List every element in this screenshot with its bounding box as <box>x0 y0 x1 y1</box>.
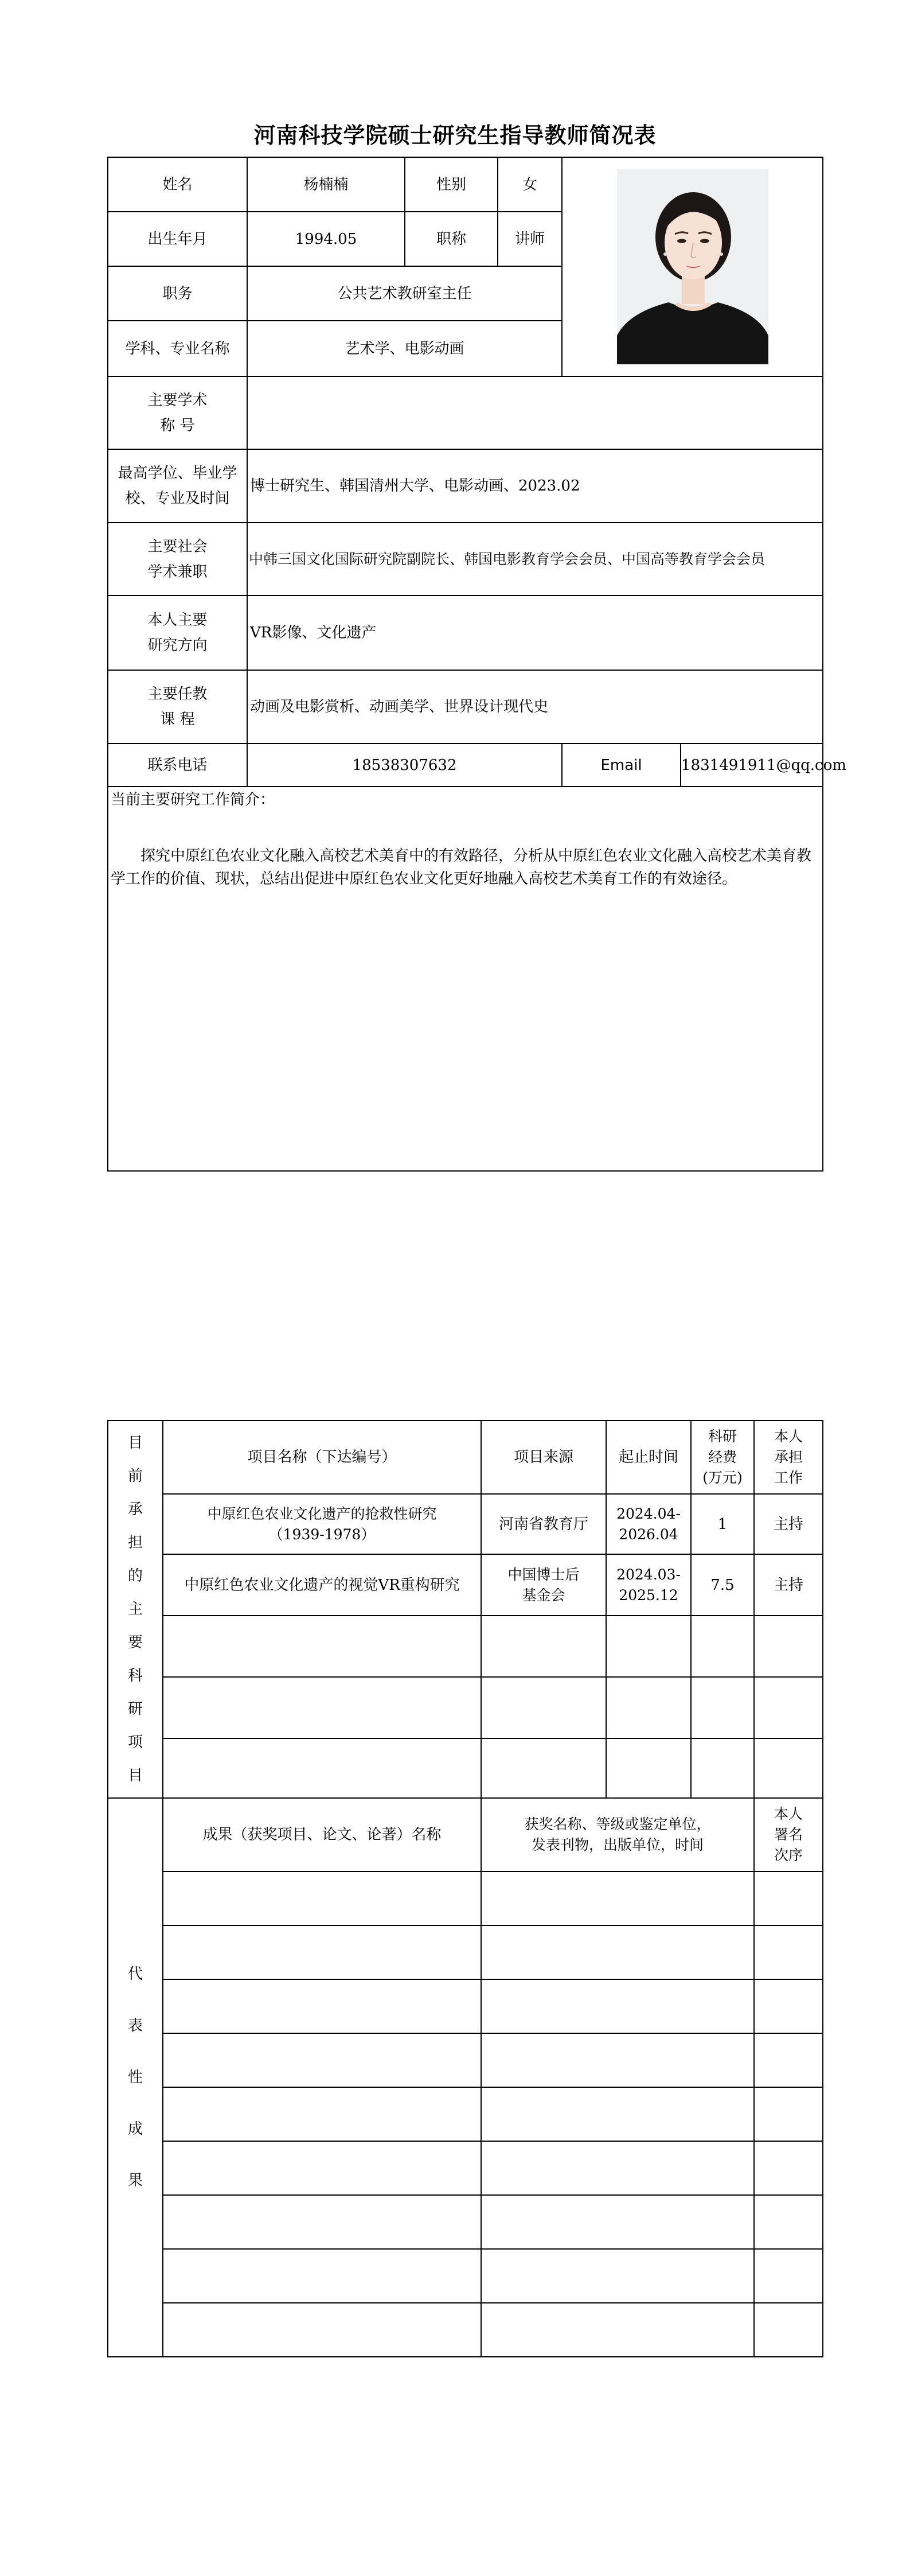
project-funds-header-line1: 科研 <box>708 1428 737 1445</box>
name-label: 姓名 <box>108 157 247 212</box>
achievement-row-empty <box>108 2033 823 2087</box>
project-name-line2: （1939-1978） <box>268 1526 376 1543</box>
achievements-side-label-char: 表 <box>127 2017 143 2034</box>
courses-label-line2: 课 程 <box>160 711 195 728</box>
degree-label-line2: 校、专业及时间 <box>125 490 230 507</box>
gender-label: 性别 <box>405 157 498 212</box>
courses-label-line1: 主要任教 <box>147 686 208 703</box>
project-row-empty <box>108 1738 823 1798</box>
achievements-side-label <box>108 1798 163 2357</box>
project-name <box>163 1494 481 1554</box>
project-time-line2: 2025.12 <box>619 1586 678 1604</box>
email-value: 1831491911@qq.com <box>681 744 823 787</box>
project-source <box>481 1554 606 1616</box>
projects-side-label-char: 承 <box>127 1501 143 1518</box>
achievements-side-label-char: 代 <box>127 1966 143 1983</box>
academic-title-label <box>108 376 247 449</box>
social-label-line1: 主要社会 <box>147 538 208 555</box>
social-label <box>108 523 247 596</box>
gender-value: 女 <box>498 157 562 212</box>
subject-label: 学科、专业名称 <box>108 321 247 376</box>
project-role: 主持 <box>754 1554 823 1616</box>
project-source-header: 项目来源 <box>481 1421 606 1494</box>
project-funds: 7.5 <box>691 1554 754 1616</box>
achievements-side-label-char: 性 <box>127 2069 143 2086</box>
projects-side-label-char: 目 <box>127 1434 143 1452</box>
project-time <box>606 1494 691 1554</box>
projects-side-label-char: 的 <box>127 1567 143 1585</box>
social-value: 中韩三国文化国际研究院副院长、韩国电影教育学会会员、中国高等教育学会会员 <box>247 523 823 596</box>
subject-value: 艺术学、电影动画 <box>247 321 562 376</box>
research-value: VR影像、文化遗产 <box>247 596 823 670</box>
project-funds: 1 <box>691 1494 754 1554</box>
profile-table <box>107 157 846 1172</box>
projects-achievements-table <box>107 1420 823 2357</box>
project-role-header <box>754 1421 823 1494</box>
research-summary-cell <box>108 787 823 1171</box>
projects-side-label-char: 科 <box>127 1667 143 1684</box>
project-row <box>108 1494 823 1554</box>
project-row <box>108 1554 823 1616</box>
project-source: 河南省教育厅 <box>481 1494 606 1554</box>
birth-value: 1994.05 <box>247 212 405 266</box>
project-time-line2: 2026.04 <box>619 1526 678 1543</box>
achievement-order-header-line2: 署名 <box>774 1826 803 1843</box>
courses-value: 动画及电影赏析、动画美学、世界设计现代史 <box>247 670 823 744</box>
projects-side-label-char: 研 <box>127 1701 143 1718</box>
project-time-header: 起止时间 <box>606 1421 691 1494</box>
project-funds-header <box>691 1421 754 1494</box>
projects-side-label-char: 项 <box>127 1734 143 1751</box>
academic-title-value <box>247 376 823 449</box>
project-role-header-line3: 工作 <box>774 1469 803 1486</box>
project-name-header: 项目名称（下达编号） <box>163 1421 481 1494</box>
project-funds-header-line2: 经费 <box>708 1449 737 1465</box>
projects-side-label-char: 担 <box>127 1534 143 1551</box>
achievement-award-header <box>481 1798 754 1871</box>
research-label-line2: 研究方向 <box>147 637 208 654</box>
achievement-award-header-line1: 获奖名称、等级或鉴定单位， <box>524 1816 711 1832</box>
projects-side-label <box>108 1421 163 1798</box>
degree-label <box>108 449 247 523</box>
position-label: 职务 <box>108 266 247 321</box>
achievement-row-empty <box>108 1979 823 2033</box>
social-label-line2: 学术兼职 <box>147 563 208 581</box>
name-value: 杨楠楠 <box>247 157 405 212</box>
degree-label-line1: 最高学位、毕业学 <box>118 465 237 482</box>
academic-title-label-line1: 主要学术 <box>147 391 208 409</box>
achievement-name-header: 成果（获奖项目、论文、论著）名称 <box>163 1798 481 1871</box>
project-row-empty <box>108 1677 823 1738</box>
project-role: 主持 <box>754 1494 823 1554</box>
project-time-line1: 2024.04- <box>616 1505 681 1522</box>
project-role-header-line1: 本人 <box>774 1428 803 1445</box>
projects-side-label-char: 主 <box>127 1601 143 1618</box>
achievement-row-empty <box>108 2087 823 2141</box>
achievement-award-header-line2: 发表刊物，出版单位，时间 <box>531 1836 704 1853</box>
achievement-row-empty <box>108 2141 823 2195</box>
title-label: 职称 <box>405 212 498 266</box>
project-source-line1: 中国博士后 <box>507 1566 580 1583</box>
achievement-order-header-line3: 次序 <box>774 1847 803 1863</box>
portrait-photo <box>617 169 768 364</box>
research-summary-body: 探究中原红色农业文化融入高校艺术美育中的有效路径，分析从中原红色农业文化融入高校艺术美育教学工作的价值、现状，总结出促进中原红色农业文化更好地融入高校艺术美育工作的有效途径。 <box>111 847 812 888</box>
achievement-order-header-line1: 本人 <box>774 1805 803 1822</box>
title-value: 讲师 <box>498 212 562 266</box>
project-time <box>606 1554 691 1616</box>
achievement-row-empty <box>108 1925 823 1979</box>
phone-label: 联系电话 <box>108 744 247 787</box>
project-name-line1: 中原红色农业文化遗产的抢救性研究 <box>207 1505 437 1522</box>
academic-title-label-line2: 称 号 <box>160 417 195 434</box>
achievement-order-header <box>754 1798 823 1871</box>
phone-value: 18538307632 <box>247 744 562 787</box>
project-name: 中原红色农业文化遗产的视觉VR重构研究 <box>163 1554 481 1616</box>
project-row-empty <box>108 1616 823 1677</box>
projects-side-label-char: 前 <box>127 1468 143 1485</box>
project-role-header-line2: 承担 <box>774 1449 803 1465</box>
email-label: Email <box>562 744 681 787</box>
achievement-row-empty <box>108 2195 823 2249</box>
position-value: 公共艺术教研室主任 <box>247 266 562 321</box>
research-label-line1: 本人主要 <box>147 612 208 629</box>
courses-label <box>108 670 247 744</box>
achievements-side-label-char: 成 <box>127 2120 143 2138</box>
achievement-row-empty <box>108 2249 823 2303</box>
projects-side-label-char: 要 <box>127 1634 143 1651</box>
birth-label: 出生年月 <box>108 212 247 266</box>
achievements-side-label-char: 果 <box>127 2172 143 2189</box>
projects-side-label-char: 目 <box>127 1767 143 1784</box>
research-label <box>108 596 247 670</box>
degree-value: 博士研究生、韩国清州大学、电影动画、2023.02 <box>247 449 823 523</box>
research-summary-heading: 当前主要研究工作简介： <box>111 791 275 808</box>
photo-cell <box>562 157 823 376</box>
achievement-row-empty <box>108 2303 823 2357</box>
project-source-line2: 基金会 <box>522 1586 565 1604</box>
project-time-line1: 2024.03- <box>616 1566 681 1583</box>
achievement-row-empty <box>108 1871 823 1925</box>
page-title: 河南科技学院硕士研究生指导教师简况表 <box>253 123 657 148</box>
project-funds-header-line3: (万元) <box>702 1469 743 1486</box>
